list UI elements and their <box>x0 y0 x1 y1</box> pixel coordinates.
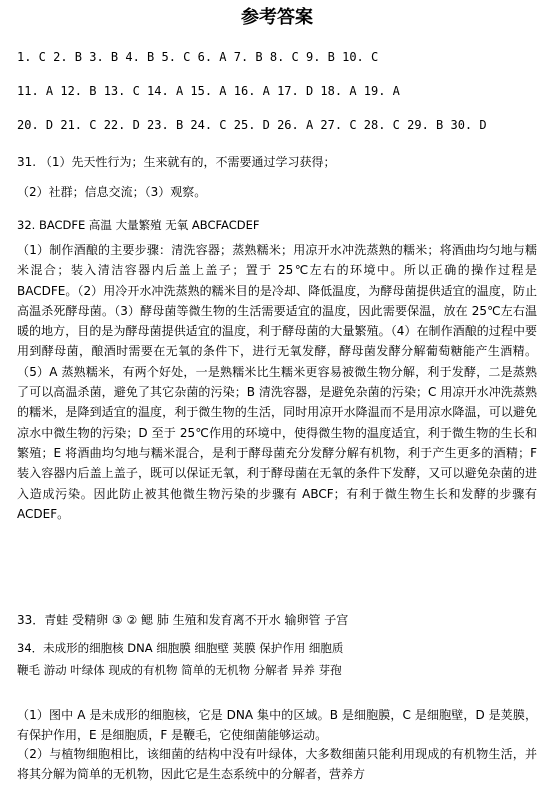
q34-explanation-2: （2）与植物细胞相比，该细菌的结构中没有叶绿体，大多数细菌只能利用现成的有机物生活，并将其分解为简单的无机物，因此它是生态系统中的分解者，营养方 <box>17 747 537 782</box>
q32-explanation: （1）制作酒酿的主要步骤：清洗容器；蒸熟糯米；用凉开水冲洗蒸熟的糯米；将酒曲均匀地与糯米混合；装入清洁容器内后盖上盖子；置于 25℃左右的环境中。所以正确的操作过程是 BACDFE。（2）用冷开水冲洗蒸熟的糯米目的是冷却、降低温度，为酵母菌提供适宜的温度，防止高温杀死酵母菌。（3）酵母菌等微生物的生活需要适宜的温度，因此需要保温，放在 25℃左右温暖的地方，目的是为酵母菌提供适宜的温度，利于酵母菌的大量繁殖。（4）在制作酒酿的过程中要用到酵母菌，酿酒时需要在无氧的条件下，进行无氧发酵，酵母菌发酵分解葡萄糖能产生酒精。（5）A 蒸熟糯米，有两个好处，一是熟糯米比生糯米更容易被微生物分解，利于发酵，二是蒸熟了可以高温杀菌，避免了其它杂菌的污染；B 清洗容器，是避免杂菌的污染；C 用凉开水冲洗蒸熟的糯米，是降到适宜的温度，利于微生物的生活，同时用凉开水降温而不是用凉水降温，可以避免凉水中微生物的污染；D 至于 25℃作用的环境中，使得微生物的温度适宜，利于微生物的生长和繁殖；E 将酒曲均匀地与糯米混合，是利于酵母菌充分发酵分解有机物，利于产生更多的酒精；F 装入容器内后盖上盖子，既可以保证无氧，利于酵母菌在无氧的条件下发酵，又可以避免杂菌的进入造成污染。因此防止被其他微生物污染的步骤有 ABCF；有利于微生物生长和发酵的步骤有 ACDEF。 <box>17 243 537 521</box>
q31-line-2: （2）社群；信息交流；（3）观察。 <box>17 185 207 199</box>
q33-answer-line: 33．青蛙 受精卵 ③ ② 鳃 肺 生殖和发育离不开水 输卵管 子宫 <box>17 613 349 627</box>
q34-answer-line-1: 34．未成形的细胞核 DNA 细胞膜 细胞壁 荚膜 保护作用 细胞质 <box>17 641 344 655</box>
mc-answers-row-3: 20. D 21. C 22. D 23. B 24. C 25. D 26. A 27. C 28. C 29. B 30. D <box>17 118 487 132</box>
q31-line-1: 31. （1）先天性行为；生来就有的，不需要通过学习获得； <box>17 155 336 169</box>
q34-answer-line-2: 鞭毛 游动 叶绿体 现成的有机物 简单的无机物 分解者 异养 芽孢 <box>17 663 342 677</box>
mc-answers-row-2: 11. A 12. B 13. C 14. A 15. A 16. A 17. D 18. A 19. A <box>17 84 400 98</box>
page-title: 参考答案 <box>241 7 313 28</box>
q34-explanation-1: （1）图中 A 是未成形的细胞核，它是 DNA 集中的区域。B 是细胞膜，C 是细胞壁，D 是荚膜，有保护作用，E 是细胞质，F 是鞭毛，它使细菌能够运动。 <box>17 708 537 743</box>
mc-answers-row-1: 1. C 2. B 3. B 4. B 5. C 6. A 7. B 8. C 9. B 10. C <box>17 50 379 64</box>
q32-answer-line: 32. BACDFE 高温 大量繁殖 无氧 ABCFACDEF <box>17 218 260 232</box>
